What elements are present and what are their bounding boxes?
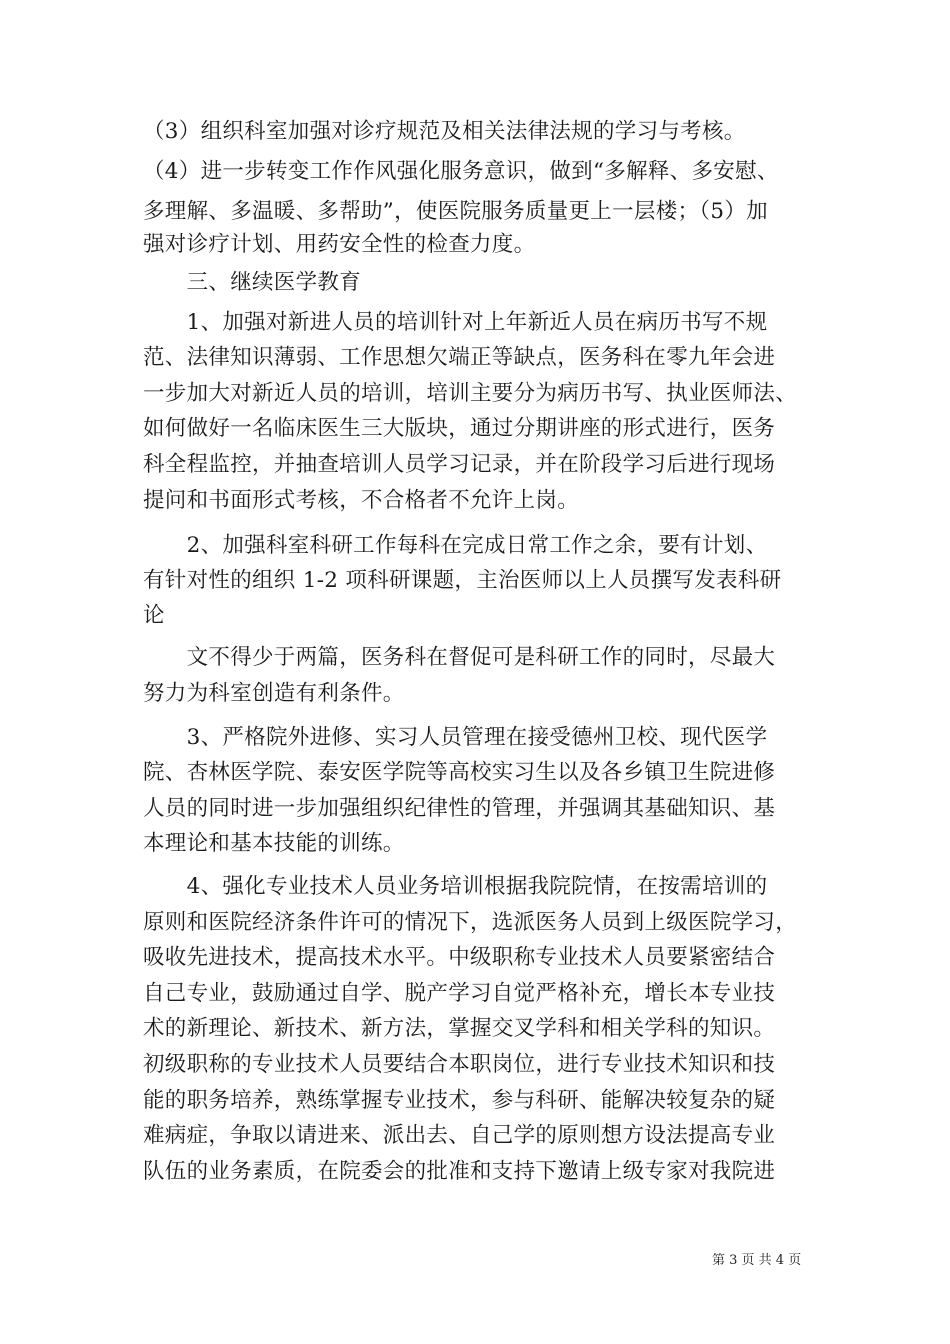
text-line: 难病症，争取以请进来、派出去、自己学的原则想方设法提高专业 <box>143 1123 776 1148</box>
text-line: 4、强化专业技术人员业务培训根据我院院情，在按需培训的 <box>143 874 768 899</box>
text-line: 队伍的业务素质，在院委会的批准和支持下邀请上级专家对我院进 <box>143 1159 776 1184</box>
page-number-footer: 第 3 页 共 4 页 <box>712 1253 802 1268</box>
text-line: 本理论和基本技能的训练。 <box>143 831 405 856</box>
text-line: （4）进一步转变工作作风强化服务意识，做到“多解释、多安慰、 <box>143 159 779 184</box>
text-line: 原则和医院经济条件许可的情况下，选派医务人员到上级医院学习， <box>143 910 798 935</box>
text-line: 努力为科室创造有利条件。 <box>143 681 405 706</box>
text-line: 提问和书面形式考核，不合格者不允许上岗。 <box>143 488 580 513</box>
text-line: 一步加大对新近人员的培训，培训主要分为病历书写、执业医师法、 <box>143 381 798 406</box>
text-line: 初级职称的专业技术人员要结合本职岗位，进行专业技术知识和技 <box>143 1052 776 1077</box>
text-line: 3、严格院外进修、实习人员管理在接受德州卫校、现代医学 <box>143 725 768 750</box>
text-line: 论 <box>143 603 165 628</box>
text-line: （3）组织科室加强对诊疗规范及相关法律法规的学习与考核。 <box>143 119 746 144</box>
text-line: 范、法律知识薄弱、工作思想欠端正等缺点，医务科在零九年会进 <box>143 345 776 370</box>
text-line: 有针对性的组织 1-2 项科研课题，主治医师以上人员撰写发表科研 <box>143 568 782 593</box>
text-line: 多理解、多温暖、多帮助”，使医院服务质量更上一层楼；（5）加 <box>143 199 768 224</box>
text-line: 如何做好一名临床医生三大版块，通过分期讲座的形式进行，医务 <box>143 416 776 441</box>
section-heading: 三、继续医学教育 <box>143 270 362 295</box>
text-line: 人员的同时进一步加强组织纪律性的管理，并强调其基础知识、基 <box>143 796 776 821</box>
text-line: 强对诊疗计划、用药安全性的检查力度。 <box>143 232 536 257</box>
text-line: 科全程监控，并抽查培训人员学习记录，并在阶段学习后进行现场 <box>143 452 776 477</box>
text-line: 吸收先进技术，提高技术水平。中级职称专业技术人员要紧密结合 <box>143 945 776 970</box>
text-line: 能的职务培养，熟练掌握专业技术，参与科研、能解决较复杂的疑 <box>143 1088 776 1113</box>
text-line: 文不得少于两篇，医务科在督促可是科研工作的同时，尽最大 <box>143 645 776 670</box>
text-line: 自己专业，鼓励通过自学、脱产学习自觉严格补充，增长本专业技 <box>143 981 776 1006</box>
text-line: 术的新理论、新技术、新方法，掌握交叉学科和相关学科的知识。 <box>143 1016 776 1041</box>
text-line: 2、加强科室科研工作每科在完成日常工作之余，要有计划、 <box>143 533 768 558</box>
text-line: 院、杏林医学院、泰安医学院等高校实习生以及各乡镇卫生院进修 <box>143 760 776 785</box>
text-line: 1、加强对新进人员的培训针对上年新近人员在病历书写不规 <box>143 310 768 335</box>
